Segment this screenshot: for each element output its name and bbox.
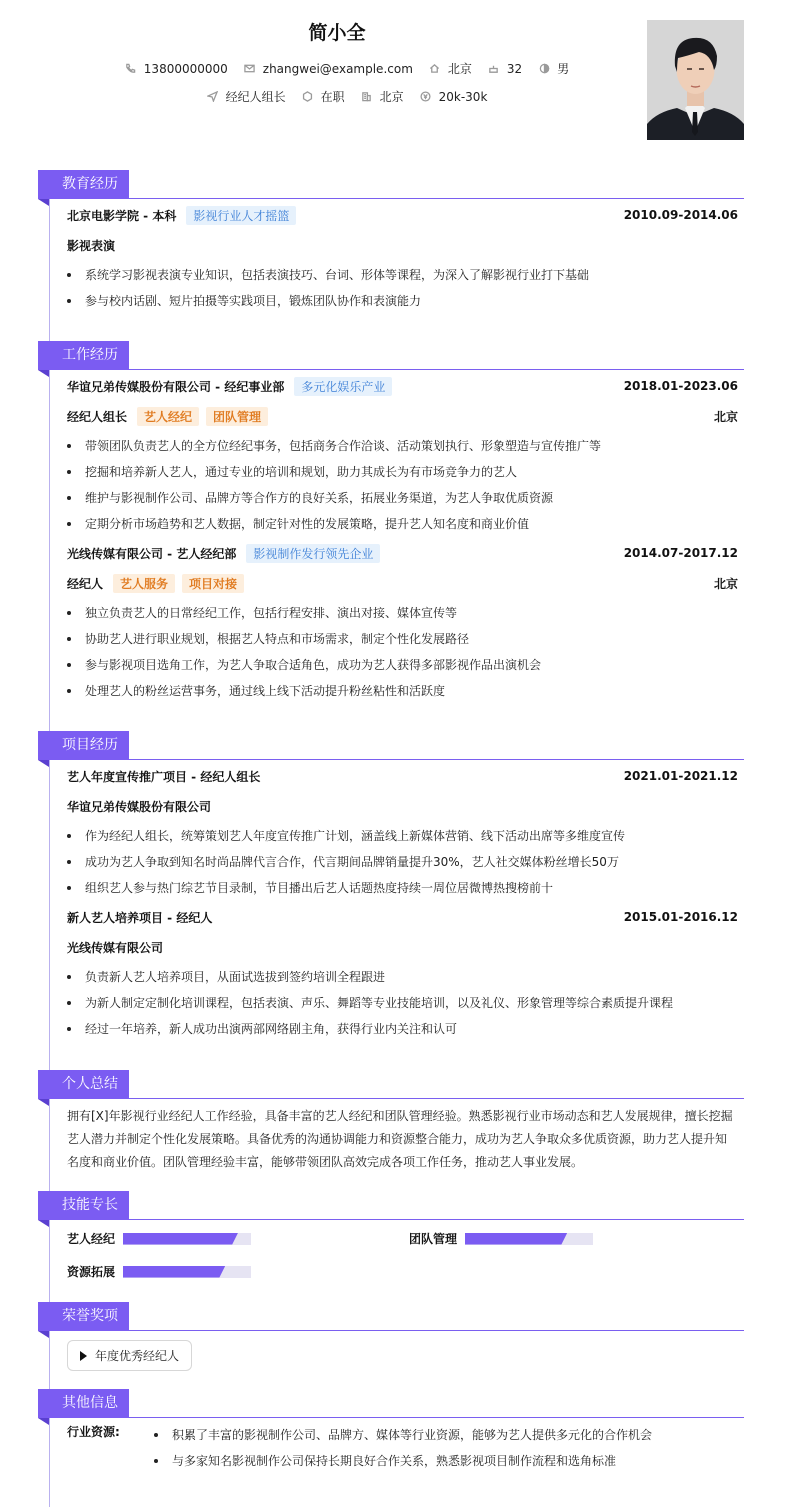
project-date: 2021.01-2021.12 [623,769,738,783]
job-date: 2018.01-2023.06 [623,379,738,393]
school-name: 北京电影学院 - 本科 [67,208,177,223]
list-item: 带领团队负责艺人的全方位经纪事务，包括商务合作洽谈、活动策划执行、形象塑造与宣传推广等 [67,433,744,459]
phone-icon [125,63,137,75]
play-icon [80,1351,87,1361]
profile-photo [647,20,744,140]
job-header-row [38,373,744,399]
project-bullets [38,823,744,901]
list-item: 积累了丰富的影视制作公司、品牌方、媒体等行业资源，能够为艺人提供多元化的合作机会 [154,1422,744,1448]
list-item: 作为经纪人组长，统筹策划艺人年度宣传推广计划，涵盖线上新媒体营销、线下活动出席等多维度宣传 [67,823,744,849]
projects-section [38,731,744,1042]
summary-text: 拥有[X]年影视行业经纪人工作经验，具备丰富的艺人经纪和团队管理经验。熟悉影视行业市场动态和艺人发展规律，擅长挖掘艺人潜力并制定个性化发展策略。具备优秀的沟通协调能力和资源整合能力，成功为艺人争取众多优质资源，助力艺人提升知名度和商业价值。团队管理经验丰富，能够带领团队高效完成各项工作任务，推动艺人事业发展。 [67,1109,733,1169]
phone-text: 13800000000 [143,61,228,76]
skill-name: 团队管理 [409,1232,458,1246]
role-tag: 项目对接 [182,574,244,593]
education-date: 2010.09-2014.06 [623,208,738,222]
skill-name: 资源拓展 [67,1265,116,1279]
status-item [302,88,345,105]
project-name: 新人艺人培养项目 - 经纪人 [67,910,213,925]
awards-section [38,1302,744,1381]
education-bullets [38,262,744,314]
target-city-item [361,88,404,105]
list-item: 定期分析市场趋势和艺人数据，制定针对性的发展策略，提升艺人知名度和商业价值 [67,511,744,537]
section-title: 个人总结 [38,1070,129,1099]
section-title: 工作经历 [38,341,129,370]
list-item: 独立负责艺人的日常经纪工作，包括行程安排、演出对接、媒体宣传等 [67,600,744,626]
list-item: 维护与影视制作公司、品牌方等合作方的良好关系，拓展业务渠道，为艺人争取优质资源 [67,485,744,511]
age-text: 32 [506,61,523,76]
cake-icon [488,63,500,75]
list-item: 参与影视项目选角工作，为艺人争取合适角色，成功为艺人获得多部影视作品出演机会 [67,652,744,678]
skill-bar-fill [123,1266,225,1278]
gender-item [538,60,569,77]
contact-row [0,60,694,77]
home-icon [429,63,441,75]
education-section [38,170,744,314]
send-icon [207,91,219,103]
gender-text: 男 [557,62,570,76]
candidate-name: 简小全 [308,22,366,44]
skill-name: 艺人经纪 [67,1232,116,1246]
other-section [38,1389,744,1474]
role-tag: 艺人经纪 [137,407,199,426]
list-item: 与多家知名影视制作公司保持长期良好合作关系，熟悉影视项目制作流程和选角标准 [154,1448,744,1474]
award-chip[interactable] [67,1340,192,1371]
status-icon [302,91,314,103]
skill-bar-fill [123,1233,238,1245]
mail-icon [244,63,256,75]
project-header-row [38,904,744,930]
gender-icon [538,63,550,75]
job-bullets [38,600,744,704]
skill-item [409,1230,593,1247]
project-org: 华谊兄弟传媒股份有限公司 [67,799,212,814]
job-intent-row [0,88,694,105]
job-header-row [38,540,744,566]
position-text: 经纪人组长 [225,90,286,104]
list-item: 协助艺人进行职业规划，根据艺人特点和市场需求，制定个性化发展路径 [67,626,744,652]
school-tag: 影视行业人才摇篮 [186,206,296,225]
status-text: 在职 [320,90,345,104]
work-section [38,341,744,704]
list-item: 经过一年培养，新人成功出演两部网络剧主角，获得行业内关注和认可 [67,1016,744,1042]
list-item: 处理艺人的粉丝运营事务，通过线上线下活动提升粉丝粘性和活跃度 [67,678,744,704]
skill-bar [465,1233,593,1245]
project-date: 2015.01-2016.12 [623,910,738,924]
job-bullets [38,433,744,537]
skills-list [38,1220,744,1290]
skills-section [38,1191,744,1290]
project-bullets [38,964,744,1042]
building-icon [361,91,373,103]
section-title: 其他信息 [38,1389,129,1418]
list-item: 成功为艺人争取到知名时尚品牌代言合作，代言期间品牌销量提升30%，艺人社交媒体粉丝增长50万 [67,849,744,875]
other-bullets [67,1418,744,1474]
section-title: 教育经历 [38,170,129,199]
list-item: 系统学习影视表演专业知识，包括表演技巧、台词、形体等课程，为深入了解影视行业打下基础 [67,262,744,288]
role-tag: 艺人服务 [113,574,175,593]
section-title: 项目经历 [38,731,129,760]
salary-text: 20k-30k [438,89,488,104]
list-item: 参与校内话剧、短片拍摄等实践项目，锻炼团队协作和表演能力 [67,288,744,314]
age-item [488,62,522,76]
project-org: 光线传媒有限公司 [67,940,164,955]
job-city: 北京 [713,576,738,591]
city-item [429,60,472,77]
role-name: 经纪人 [67,576,104,591]
skill-bar [123,1233,251,1245]
project-org-row [38,793,744,819]
major-name: 影视表演 [67,238,116,253]
award-name: 年度优秀经纪人 [95,1349,180,1363]
list-item: 组织艺人参与热门综艺节目录制，节目播出后艺人话题热度持续一周位居微博热搜榜前十 [67,875,744,901]
project-name: 艺人年度宣传推广项目 - 经纪人组长 [67,769,261,784]
city-text: 北京 [447,62,472,76]
position-item [207,88,286,105]
list-item: 挖掘和培养新人艺人，通过专业的培训和规划，助力其成长为有市场竞争力的艺人 [67,459,744,485]
resume-header [0,0,794,150]
other-label: 行业资源: [67,1425,120,1439]
skill-bar [123,1266,251,1278]
job-city: 北京 [713,409,738,424]
email-item [244,62,413,76]
major-row [38,232,744,258]
role-name: 经纪人组长 [67,409,128,424]
role-tag: 团队管理 [206,407,268,426]
education-header-row [38,202,744,228]
company-tag: 影视制作发行领先企业 [246,544,380,563]
list-item: 负责新人艺人培养项目，从面试选拔到签约培训全程跟进 [67,964,744,990]
project-header-row [38,763,744,789]
role-row [38,570,744,596]
other-info [38,1418,744,1474]
salary-item [420,90,488,104]
skill-bar-fill [465,1233,567,1245]
skill-item [67,1230,251,1247]
section-title: 荣誉奖项 [38,1302,129,1331]
target-city-text: 北京 [379,90,404,104]
skill-item [67,1263,251,1280]
money-icon [420,91,432,103]
project-org-row [38,934,744,960]
company-name: 华谊兄弟传媒股份有限公司 - 经纪事业部 [67,379,285,394]
section-title: 技能专长 [38,1191,129,1220]
summary-section [38,1070,744,1174]
company-tag: 多元化娱乐产业 [294,377,392,396]
list-item: 为新人制定定制化培训课程，包括表演、声乐、舞蹈等专业技能培训，以及礼仪、形象管理等综合素质提升课程 [67,990,744,1016]
role-row [38,403,744,429]
job-date: 2014.07-2017.12 [623,546,738,560]
company-name: 光线传媒有限公司 - 艺人经纪部 [67,546,237,561]
phone-item [125,62,228,76]
email-text: zhangwei@example.com [262,61,413,76]
